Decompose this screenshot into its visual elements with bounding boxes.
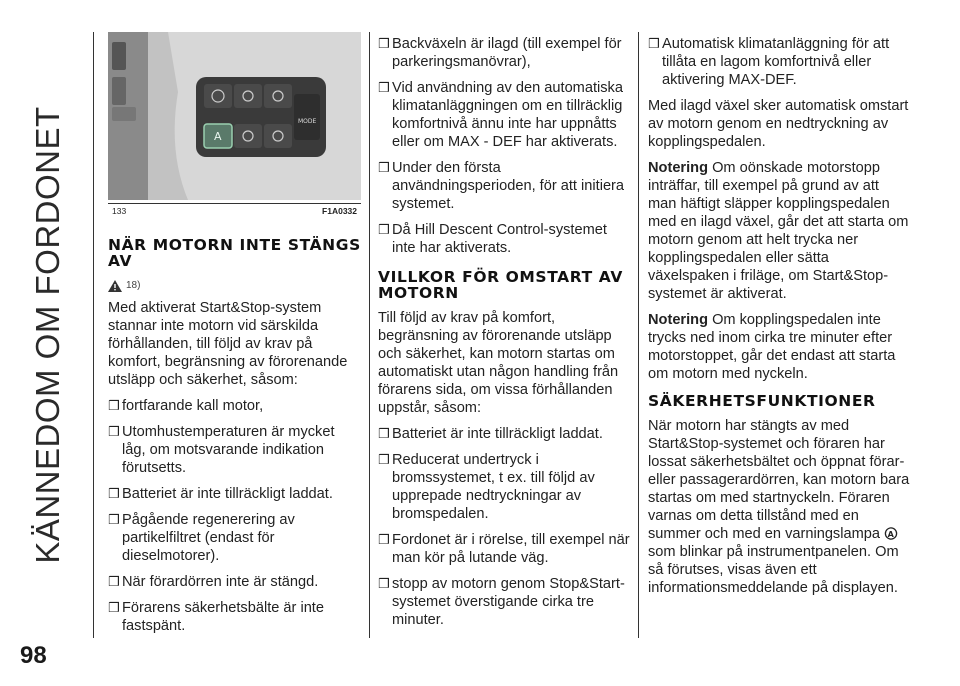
checkbox-bullet-icon: ❒ — [378, 426, 390, 441]
warning-icon — [108, 280, 122, 292]
note-label: Notering — [648, 160, 708, 176]
checkbox-bullet-icon: ❒ — [378, 222, 390, 237]
list-item: ❒ Förarens säkerhetsbälte är inte fastspänt. — [108, 600, 324, 634]
list-item: ❒ fortfarande kall motor, — [108, 398, 264, 414]
column-2 — [378, 35, 630, 637]
dashboard-figure — [108, 32, 361, 200]
column-divider — [638, 32, 639, 638]
warning-reference: 18) — [108, 277, 361, 295]
note-label: Notering — [648, 312, 708, 328]
checkbox-bullet-icon: ❒ — [108, 574, 120, 589]
section-heading: VILLKOR FÖR OMSTART AV MOTORN — [378, 268, 623, 302]
column-divider — [369, 32, 370, 638]
svg-text:A: A — [887, 530, 894, 539]
checkbox-bullet-icon: ❒ — [108, 424, 120, 439]
section-heading: NÄR MOTORN INTE STÄNGS AV — [108, 236, 361, 270]
column-3 — [648, 35, 910, 605]
checkbox-bullet-icon: ❒ — [108, 600, 120, 615]
mode-button-label: MODE — [298, 118, 317, 125]
checkbox-bullet-icon: ❒ — [378, 532, 390, 547]
figure-number: 133 — [112, 206, 127, 216]
paragraph: Med aktiverat Start&Stop-system stannar inte motorn vid särskilda förhållanden, till följd av krav på komfort, begränsning av förorenande utsläpp och säkerhet, såsom: — [108, 300, 348, 388]
figure-code: F1A0332 — [322, 206, 357, 216]
checkbox-bullet-icon: ❒ — [648, 36, 660, 51]
list-item: ❒ stopp av motorn genom Stop&Start-systemet överstigande cirka tre minuter. — [378, 576, 625, 628]
checkbox-bullet-icon: ❒ — [108, 398, 120, 413]
page-number: 98 — [20, 642, 47, 669]
list-item: ❒ Batteriet är inte tillräckligt laddat. — [378, 426, 603, 442]
chapter-title: KÄNNEDOM OM FORDONET — [29, 106, 66, 564]
list-item: ❒ Backväxeln är ilagd (till exempel för parkeringsmanövrar), — [378, 36, 622, 70]
section-heading: SÄKERHETSFUNKTIONER — [648, 392, 876, 410]
paragraph: Till följd av krav på komfort, begränsning av förorenande utsläpp och säkerhet, kan motorn startas om automatiskt utan någon handling från förarens sida, om vissa förhållanden uppstår, såsom: — [378, 310, 619, 416]
note-paragraph: Notering Om kopplingspedalen inte trycks ned inom cirka tre minuter efter motorstoppet, går det endast att starta om motorn med nyckeln. — [648, 312, 896, 382]
paragraph: När motorn har stängts av med Start&Stop-systemet och föraren har lossat säkerhetsbältet och öppnat förar- eller passagerardörren, kan motorn bara startas om med startnyckeln. Föraren varnas om detta tillstånd med en summer och med en varningslampa A som blinkar på instrumentpanelen. Om så förutses, visas även ett informationsmeddelande på displayen. — [648, 418, 910, 596]
svg-text:A: A — [214, 130, 222, 143]
checkbox-bullet-icon: ❒ — [108, 486, 120, 501]
margin-rule — [93, 32, 94, 638]
dashboard-illustration — [108, 32, 361, 200]
note-paragraph: Notering Om oönskade motorstopp inträffar, till exempel på grund av att man häftigt släpper kopplingspedalen med en ilagd växel, går det att starta om motorn genom att helt trycka ner kopplingspedalen eller sätta växelspaken i friläge, om Start&Stop-systemet är aktiverat. — [648, 160, 909, 302]
checkbox-bullet-icon: ❒ — [378, 80, 390, 95]
list-item: ❒ När förardörren inte är stängd. — [108, 574, 319, 590]
list-item: ❒ Vid användning av den automatiska klimatanläggningen om en tillräcklig komfortnivå ännu inte har uppnåtts eller om MAX - DEF har aktiverats. — [378, 80, 623, 150]
paragraph: Med ilagd växel sker automatisk omstart av motorn genom en nedtryckning av kopplingspedalen. — [648, 98, 909, 150]
checkbox-bullet-icon: ❒ — [378, 36, 390, 51]
column-1 — [108, 237, 361, 643]
checkbox-bullet-icon: ❒ — [378, 452, 390, 467]
start-stop-warning-lamp-icon — [884, 527, 898, 540]
checkbox-bullet-icon: ❒ — [378, 576, 390, 591]
list-item: ❒ Då Hill Descent Control-systemet inte har aktiverats. — [378, 222, 607, 256]
list-item: ❒ Pågående regenerering av partikelfiltret (endast för dieselmotorer). — [108, 512, 295, 564]
list-item: ❒ Reducerat undertryck i bromssystemet, t ex. till följd av upprepade nedtryckningar av bromspedalen. — [378, 452, 595, 522]
list-item: ❒ Automatisk klimatanläggning för att tillåta en lagom komfortnivå eller aktivering MAX-DEF. — [648, 36, 890, 88]
list-item: ❒ Fordonet är i rörelse, till exempel när man kör på lutande väg. — [378, 532, 630, 566]
figure-caption — [108, 203, 361, 217]
list-item: ❒ Batteriet är inte tillräckligt laddat. — [108, 486, 333, 502]
checkbox-bullet-icon: ❒ — [108, 512, 120, 527]
list-item: ❒ Utomhustemperaturen är mycket låg, om motsvarande indikation förutsetts. — [108, 424, 335, 476]
list-item: ❒ Under den första användningsperioden, för att initiera systemet. — [378, 160, 625, 212]
checkbox-bullet-icon: ❒ — [378, 160, 390, 175]
